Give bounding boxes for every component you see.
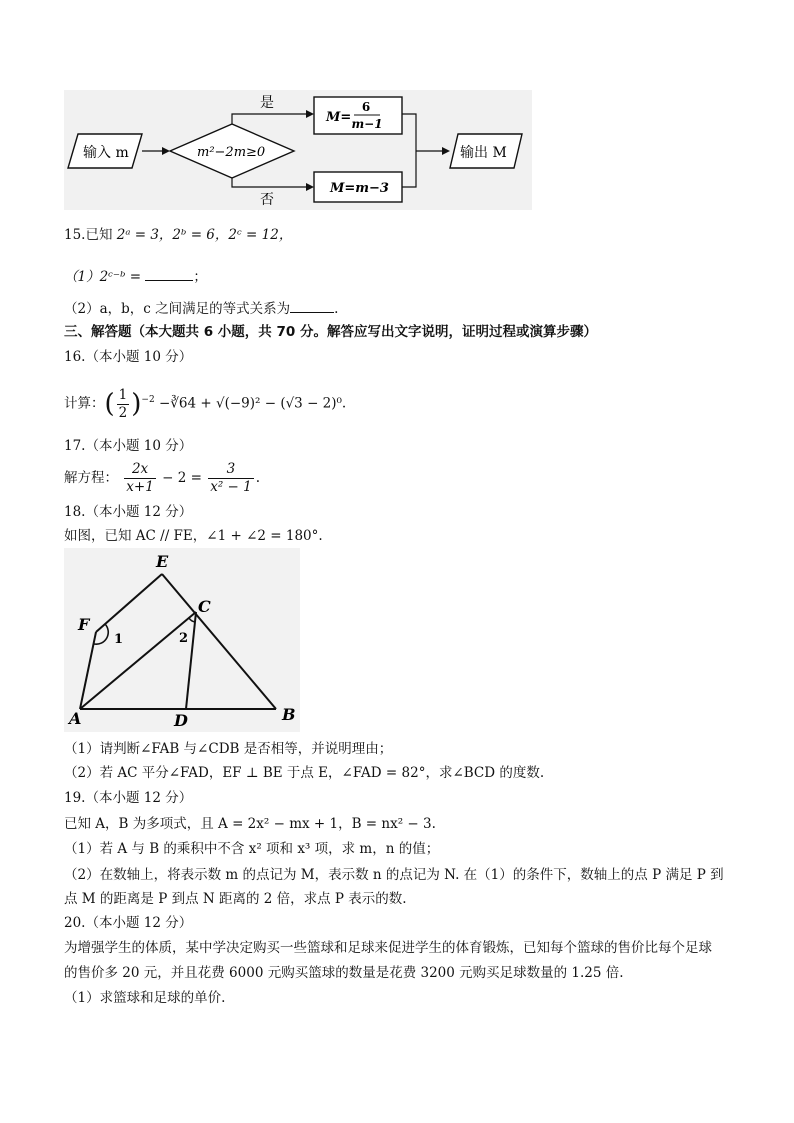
label-E: E	[156, 552, 169, 571]
label-D: D	[174, 711, 188, 730]
q20-body-line1: 为增强学生的体质，某中学决定购买一些篮球和足球来促进学生的体育锻炼，已知每个篮球的售价比每个足球	[64, 940, 712, 956]
q15-prefix: 15.已知	[64, 227, 113, 243]
yes-expr-lhs: M=	[326, 110, 352, 125]
yes-label: 是	[260, 95, 274, 111]
q18-part1: （1）请判断∠FAB 与∠CDB 是否相等，并说明理由；	[64, 741, 393, 757]
answer-blank[interactable]	[145, 268, 193, 281]
q16-rest: −∛64 + √(−9)² − (√3 − 2)⁰.	[158, 395, 347, 412]
label-A: A	[69, 709, 82, 728]
label-F: F	[78, 615, 90, 634]
q19-head: 19.（本小题 12 分）	[64, 790, 193, 806]
q15-part2: （2）a，b，c 之间满足的等式关系为 .	[64, 301, 339, 317]
q15-part1: （1）2ᶜ⁻ᵇ = ；	[64, 269, 207, 285]
label-C: C	[198, 597, 211, 616]
q19-part2-line2: 点 M 的距离是 P 到点 N 距离的 2 倍，求点 P 表示的数.	[64, 891, 407, 907]
no-label: 否	[260, 192, 274, 208]
q18-part2: （2）若 AC 平分∠FAD，EF ⊥ BE 于点 E，∠FAD = 82°，求∠BCD 的度数.	[64, 765, 545, 781]
q19-part1: （1）若 A 与 B 的乘积中不含 x² 项和 x³ 项，求 m，n 的值；	[64, 841, 440, 857]
q18-head: 18.（本小题 12 分）	[64, 504, 193, 520]
q19-given: 已知 A，B 为多项式，且 A = 2x² − mx + 1，B = nx² − 3.	[64, 816, 436, 832]
geometry-figure	[64, 548, 300, 732]
flowchart-figure	[64, 90, 532, 210]
section-heading: 三、解答题（本大题共 6 小题，共 70 分。解答应写出文字说明，证明过程或演算步骤）	[64, 324, 597, 340]
q20-part1: （1）求篮球和足球的单价.	[64, 990, 226, 1006]
q18-given: 如图，已知 AC // FE，∠1 + ∠2 = 180°.	[64, 528, 323, 544]
q15-p2-text: （2）a，b，c 之间满足的等式关系为	[64, 301, 291, 317]
yes-expr-num: 6	[361, 100, 371, 114]
q20-head: 20.（本小题 12 分）	[64, 915, 193, 931]
label-angle-2: 2	[179, 631, 189, 646]
q20-body-line2: 的售价多 20 元，并且花费 6000 元购买篮球的数量是花费 3200 元购买足球数量的 1.25 倍.	[64, 965, 624, 981]
no-expr: M=m−3	[330, 181, 389, 196]
q15-p1-text: （1）2ᶜ⁻ᵇ =	[64, 269, 142, 285]
yes-expr-den: m−1	[351, 117, 383, 131]
label-B: B	[282, 705, 296, 724]
q19-part2-line1: （2）在数轴上，将表示数 m 的点记为 M，表示数 n 的点记为 N. 在（1）的条件下，数轴上的点 P 满足 P 到	[64, 867, 724, 883]
label-angle-1: 1	[114, 632, 124, 647]
q17-head: 17.（本小题 10 分）	[64, 438, 193, 454]
q15-stem	[64, 226, 292, 244]
input-label: 输入 m	[83, 145, 129, 161]
q16-head: 16.（本小题 10 分）	[64, 349, 193, 365]
q16-expression: 计算：( $\frac{1}{2}$ )$^{-2}$ −∛64 + √(−9)² − (√3 − 2)⁰.	[64, 386, 347, 421]
q17-equation: 解方程： $\frac{2x}{x+1}$ − 2 = $\frac{3}{\text{x² − 1}}$ .	[64, 461, 261, 495]
condition-label: m²−2m≥0	[197, 145, 266, 160]
answer-blank[interactable]	[290, 300, 334, 313]
q15-givens: 2ᵃ = 3，2ᵇ = 6，2ᶜ = 12，	[116, 227, 293, 243]
output-label: 输出 M	[460, 145, 507, 161]
